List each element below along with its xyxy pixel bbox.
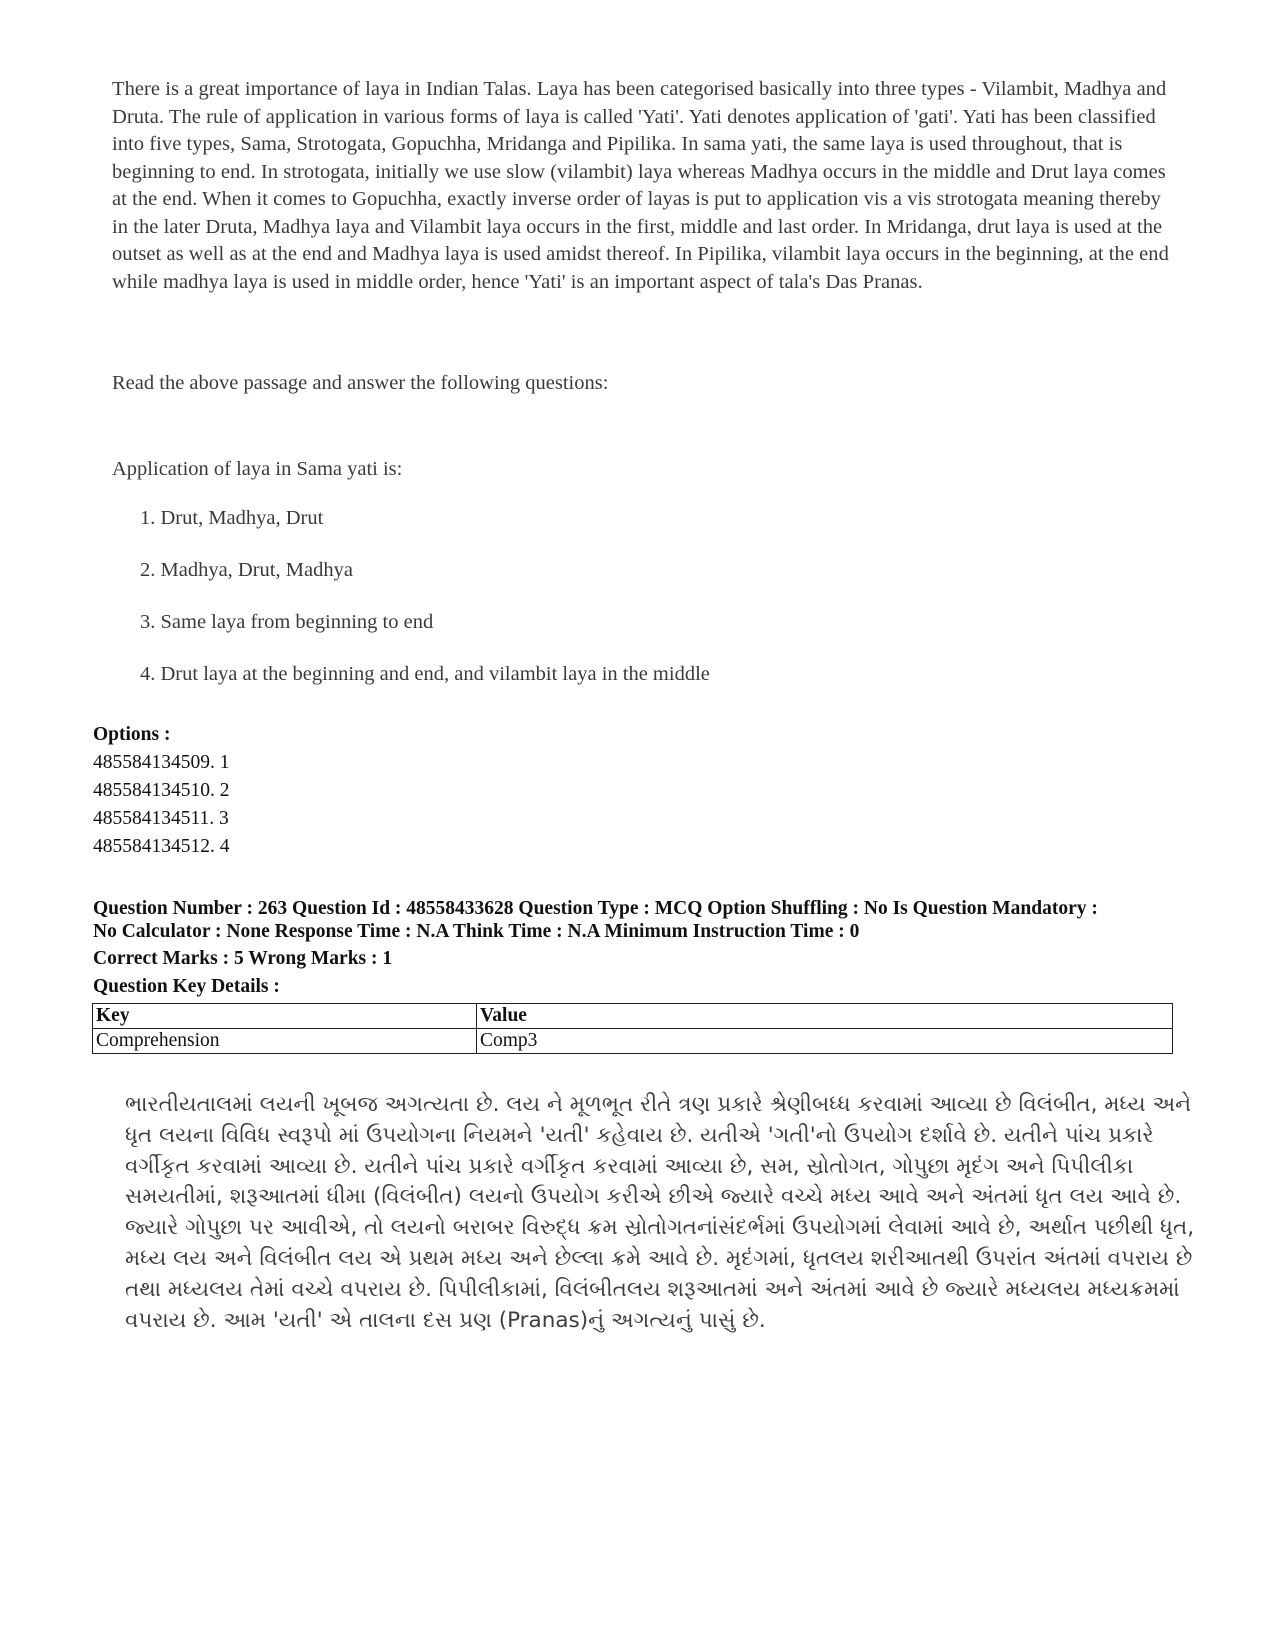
- question-text: Application of laya in Sama yati is:: [112, 458, 403, 480]
- header-value: Value: [477, 1004, 1173, 1029]
- option-3: 485584134511. 3: [93, 808, 229, 829]
- instruction-text: Read the above passage and answer the following questions:: [112, 372, 609, 394]
- key-details-table: [92, 1003, 1173, 1054]
- option-1: 485584134509. 1: [93, 752, 230, 773]
- option-4: 485584134512. 4: [93, 836, 230, 857]
- cell-value: Comp3: [477, 1029, 1173, 1054]
- metadata-line-2: No Calculator : None Response Time : N.A Think Time : N.A Minimum Instruction Time : 0: [93, 920, 860, 942]
- option-2: 485584134510. 2: [93, 780, 230, 801]
- table-row: [93, 1029, 1173, 1054]
- cell-key: Comprehension: [93, 1029, 477, 1054]
- marks-line: Correct Marks : 5 Wrong Marks : 1: [93, 948, 393, 969]
- question-metadata: [93, 898, 1208, 943]
- choice-3: 3. Same laya from beginning to end: [140, 611, 434, 633]
- choice-2: 2. Madhya, Drut, Madhya: [140, 559, 353, 581]
- options-heading: Options :: [93, 724, 171, 745]
- table-header-row: [93, 1004, 1173, 1029]
- metadata-line-1: Question Number : 263 Question Id : 48558433628 Question Type : MCQ Option Shuffling : No Is Question Mandatory :: [93, 898, 1098, 919]
- choice-1: 1. Drut, Madhya, Drut: [140, 507, 324, 529]
- passage-english: There is a great importance of laya in Indian Talas. Laya has been categorised basically into three types - Vilambit, Madhya and Druta. The rule of application in various forms of laya is called 'Yati'. Yati denotes application of 'gati'. Yati has been classified into five types, Sama, Strotogata, Gopuchha, Mridanga and Pipilika. In sama yati, the same laya is used throughout, that is beginning to end. In strotogata, initially we use slow (vilambit) laya whereas Madhya occurs in the middle and Drut laya comes at the end. When it comes to Gopuchha, exactly inverse order of layas is put to application vis a vis strotogata meaning thereby in the later Druta, Madhya laya and Vilambit laya occurs in the first, middle and last order. In Mridanga, drut laya is used at the outset as well as at the end and Madhya laya is used amidst thereof. In Pipilika, vilambit laya occurs in the beginning, at the end while madhya laya is used in middle order, hence 'Yati' is an important aspect of tala's Das Pranas.: [112, 78, 1169, 293]
- choice-4: 4. Drut laya at the beginning and end, and vilambit laya in the middle: [140, 663, 710, 685]
- key-details-heading: Question Key Details :: [93, 976, 280, 997]
- passage-gujarati: ભારતીયતાલમાં લયની ખૂબજ અગત્યતા છે. લય ને મૂળભૂત રીતે ત્રણ પ્રકારે શ્રેણીબધ્ધ કરવામાં આવ્યા છે વિલંબીત, મધ્ય અને ધૃત લયના વિવિધ સ્વરૂપો માં ઉપયોગના નિયમને 'યતી' કહેવાય છે. યતીએ 'ગતી'નો ઉપયોગ દર્શાવે છે. યતીને પાંચ પ્રકારે વર્ગીકૃત કરવામાં આવ્યા છે. યતીને પાંચ પ્રકારે વર્ગીકૃત કરવામાં આવ્યા છે, સમ, સ્રોતોગત, ગોપુછા મૃદંગ અને પિપીલીકા સમયતીમાં, શરૂઆતમાં ધીમા (વિલંબીત) લયનો ઉપયોગ કરીએ છીએ જ્યારે વચ્ચે મધ્ય આવે અને અંતમાં ધૃત લય આવે છે. જ્યારે ગોપુછા પર આવીએ, તો લયનો બરાબર વિરુદ્ધ ક્રમ સ્રોતોગતનાંસંદર્ભમાં ઉપયોગમાં લેવામાં આવે છે, અર્થાત પછીથી ધૃત, મધ્ય લય અને વિલંબીત લય એ પ્રથમ મધ્ય અને છેલ્લા ક્રમે આવે છે. મૃદંગમાં, ધૃતલય શરીઆતથી ઉપરાંત અંતમાં વપરાય છે તથા મધ્યલય તેમાં વચ્ચે વપરાય છે. પિપીલીકામાં, વિલંબીતલય શરૂઆતમાં અને અંતમાં આવે છે જ્યારે મધ્યલય મધ્યક્રમમાં વપરાય છે. આમ 'યતી' એ તાલના દસ પ્રણ (Pranas)નું અગત્યનું પાસું છે.: [125, 1092, 1195, 1333]
- header-key: Key: [93, 1004, 477, 1029]
